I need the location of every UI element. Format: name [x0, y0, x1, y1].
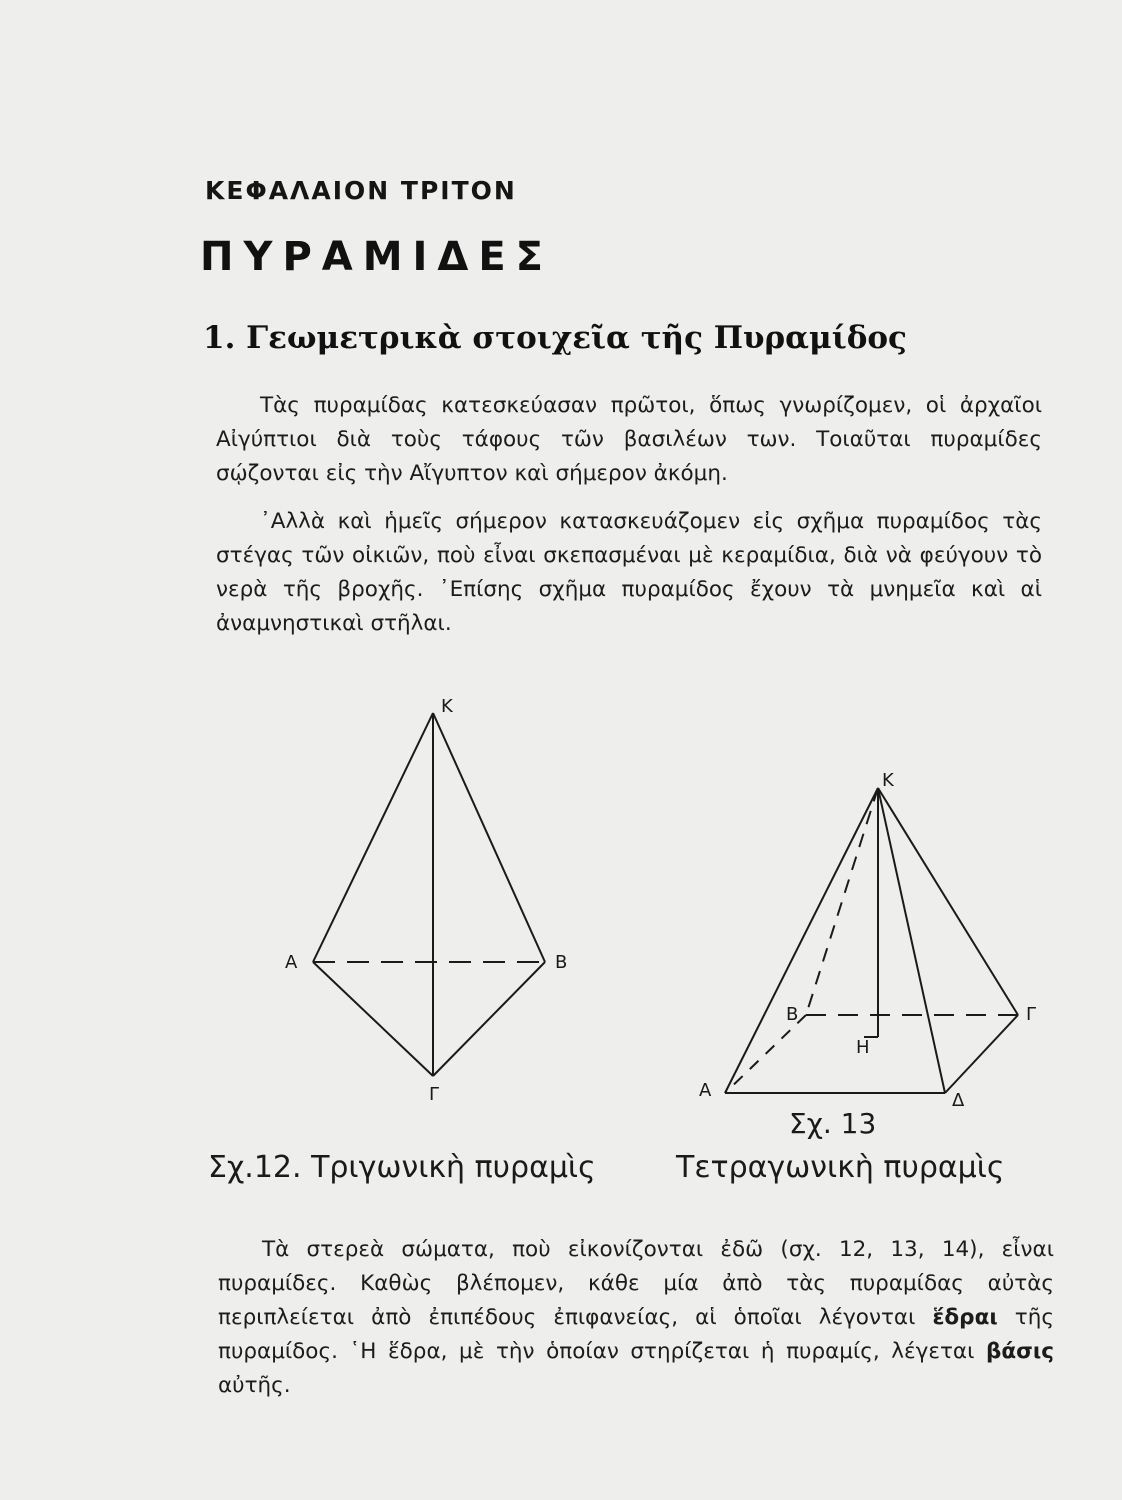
fig13-label-g: Γ [1026, 1004, 1037, 1025]
chapter-heading: ΚΕΦΑΛΑΙΟΝ ΤΡΙΤΟΝ [205, 176, 517, 205]
edge-d-g [945, 1015, 1018, 1093]
hidden-edge-k-b [806, 788, 878, 1015]
fig12-label-k: Κ [441, 696, 453, 717]
paragraph-2-text: ᾿Αλλὰ καὶ ἡμεῖς σήμερον κατασκευάζομεν εἰς σχῆμα πυραμίδος τὰς στέγας τῶν οἰκιῶν, ποὺ εἶναι σκεπασμέναι μὲ κεραμίδια, διὰ νὰ φεύγουν τὸ νερὰ τῆς βροχῆς. ᾿Επίσης σχῆμα πυραμίδος ἔχουν τὰ μνημεῖα καὶ αἱ ἀναμνηστικαὶ στῆλαι. [216, 509, 1042, 636]
fig12-label-b: Β [555, 952, 568, 973]
fig12-label-g: Γ [429, 1084, 440, 1105]
figure-13-square-pyramid [725, 788, 1018, 1093]
fig13-label-d: Δ [952, 1090, 965, 1111]
edge-k-d [878, 788, 945, 1093]
fig12-caption: Σχ.12. Τριγωνικὴ πυραμὶς [208, 1150, 596, 1185]
edge-k-g [878, 788, 1018, 1015]
paragraph-1-text: Τὰς πυραμίδας κατεσκεύασαν πρῶτοι, ὅπως γνωρίζομεν, οἱ ἀρχαῖοι Αἰγύπτιοι διὰ τοὺς τάφους τῶν βασιλέων των. Τοιαῦται πυραμίδες σῴζονται εἰς τὴν Αἴγυπτον καὶ σήμερον ἀκόμη. [216, 393, 1042, 486]
fig12-label-a: Α [285, 952, 298, 973]
term-edrai: ἕδραι [932, 1305, 998, 1330]
paragraph-3-text-3: αὐτῆς. [218, 1373, 291, 1398]
section-heading: 1. Γεωμετρικὰ στοιχεῖα τῆς Πυραμίδος [203, 320, 907, 356]
edge-b-g [433, 962, 545, 1076]
fig13-label-b: Β [786, 1004, 799, 1025]
fig13-number: Σχ. 13 [789, 1107, 877, 1140]
fig13-label-h: Η [856, 1037, 870, 1058]
edge-a-g [313, 962, 433, 1076]
figure-12-triangular-pyramid [313, 713, 545, 1076]
paragraph-3 [218, 1233, 1054, 1403]
fig13-caption: Τετραγωνικὴ πυραμὶς [676, 1150, 1005, 1185]
term-vasis: βάσις [985, 1339, 1054, 1364]
edge-k-a [313, 713, 433, 962]
fig13-label-k: Κ [882, 770, 894, 791]
hidden-edge-b-a [725, 1015, 806, 1093]
paragraph-3-text-2: τῆς πυραμίδος. ῾Η ἕδρα, μὲ τὴν ὁποίαν στηρίζεται ἡ πυραμίς, λέγεται [218, 1305, 1054, 1364]
page-title: ΠΥΡΑΜΙΔΕΣ [200, 234, 554, 280]
fig13-label-a: Α [699, 1080, 712, 1101]
paragraph-3-text-1: Τὰ στερεὰ σώματα, ποὺ εἰκονίζονται ἐδῶ (σχ. 12, 13, 14), εἶναι πυραμίδες. Καθὼς βλέπομεν, κάθε μία ἀπὸ τὰς πυραμίδας αὐτὰς περιπλείεται ἀπὸ ἐπιπέδους ἐπιφανείας, αἱ ὁποῖαι λέγονται [218, 1237, 1054, 1330]
edge-k-b [433, 713, 545, 962]
